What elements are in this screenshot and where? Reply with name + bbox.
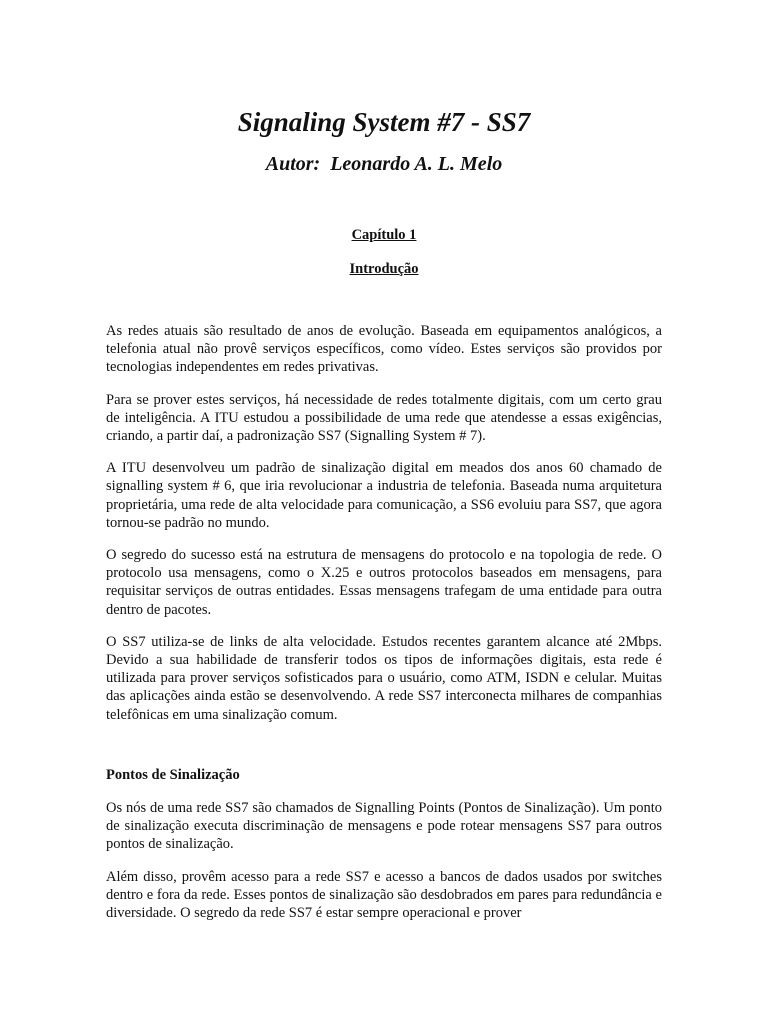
chapter-number: Capítulo 1: [351, 227, 417, 243]
section-heading: Pontos de Sinalização: [106, 766, 240, 783]
paragraph-5: O SS7 utiliza-se de links de alta velocidade. Estudos recentes garantem alcance até 2Mbps. Devido a sua habilidade de transferir todos os tipos de informações digitais, esta rede é utilizada para prover serviços sofisticados para o usuário, como ATM, ISDN e celular. Muitas das aplicações ainda estão se desenvolvendo. A rede SS7 interconecta milhares de companhias telefônicas em uma sinalização comum.: [106, 633, 662, 723]
document-author: Autor: Leonardo A. L. Melo: [265, 153, 503, 175]
document-title: Signaling System #7 - SS7: [237, 107, 531, 137]
paragraph-1: As redes atuais são resultado de anos de evolução. Baseada em equipamentos analógicos, a telefonia atual não provê serviços específicos, como vídeo. Estes serviços são providos por tecnologias independentes em redes privativas.: [106, 323, 662, 376]
section-paragraph-2: Além disso, provêm acesso para a rede SS7 e acesso a bancos de dados usados por switches dentro e fora da rede. Esses pontos de sinalização são desdobrados em pares para redundância e diversidade. O segredo da rede SS7 é estar sempre operacional e prover: [106, 868, 662, 922]
section-paragraph-1: Os nós de uma rede SS7 são chamados de Signalling Points (Pontos de Sinalização). Um ponto de sinalização executa discriminação de mensagens e pode rotear mensagens SS7 para outros pontos de sinalização.: [106, 800, 662, 853]
chapter-title: Introdução: [349, 261, 419, 277]
paragraph-4: O segredo do sucesso está na estrutura de mensagens do protocolo e na topologia de rede. O protocolo usa mensagens, como o X.25 e outros protocolos baseados em mensagens, para requisitar serviços de outras entidades. Essas mensagens trafegam de uma entidade para outra dentro de pacotes.: [106, 547, 662, 618]
document-body: [106, 322, 662, 936]
paragraph-3: A ITU desenvolveu um padrão de sinalização digital em meados dos anos 60 chamado de signalling system # 6, que iria revolucionar a industria de telefonia. Baseada numa arquitetura proprietária, uma rede de alta velocidade para comunicação, a SS6 evoluiu para SS7, que agora tornou-se padrão no mundo.: [106, 460, 662, 531]
paragraph-2: Para se prover estes serviços, há necessidade de redes totalmente digitais, com um certo grau de inteligência. A ITU estudou a possibilidade de uma rede que atendesse a essas exigências, criando, a partir daí, a padronização SS7 (Signalling System # 7).: [106, 391, 662, 445]
